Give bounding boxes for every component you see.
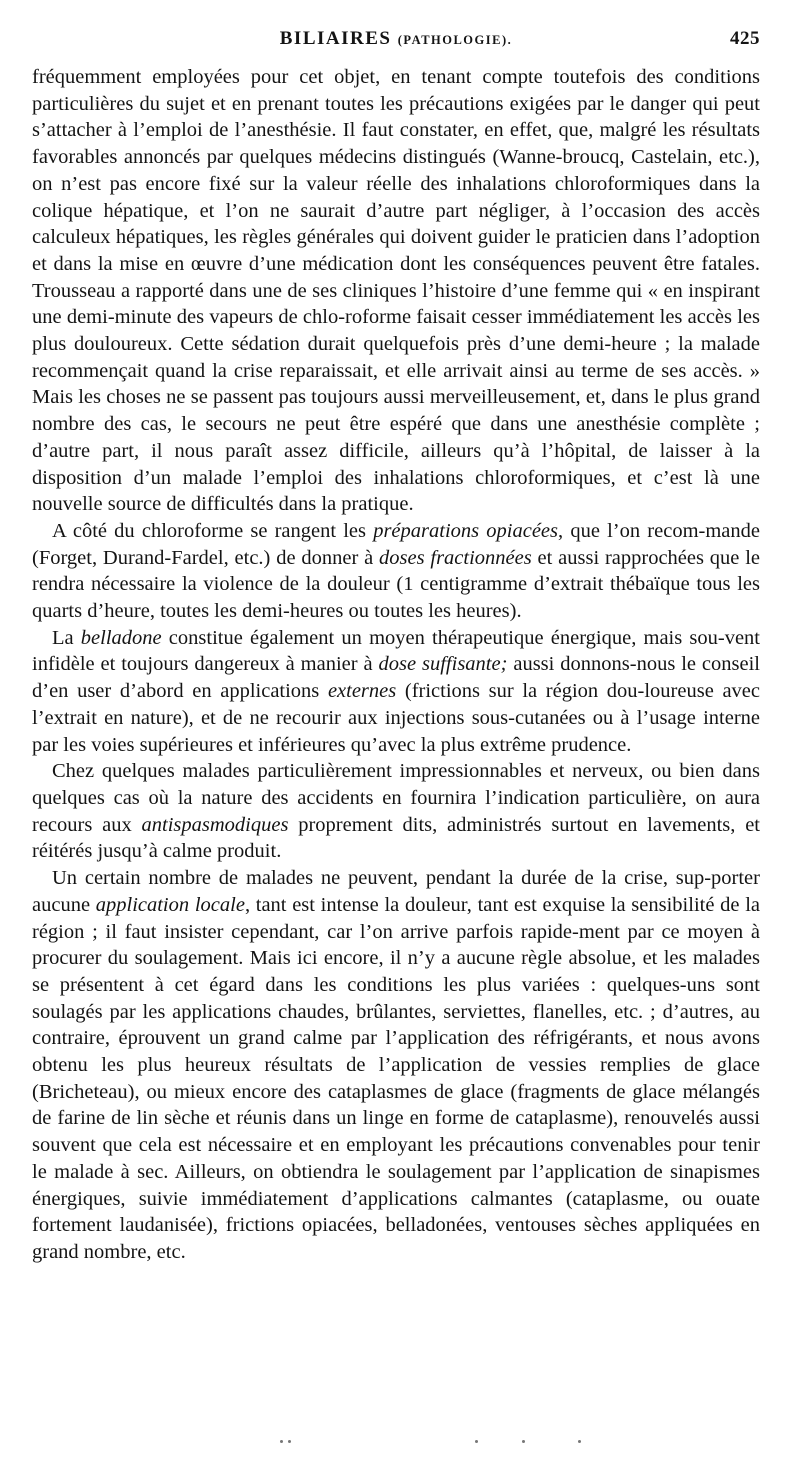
paragraph	[32, 518, 760, 625]
running-title-main: BILIAIRES	[279, 28, 392, 49]
text-run: (frictions sur la région dou-loureuse avec l’extrait en nature), et de ne recourir aux injections sous-cutanées ou à l’usage interne par les voies supérieures et inférieures qu’avec la plus extrême prudence.	[32, 680, 760, 756]
footer-print-marks	[270, 1440, 590, 1450]
print-speck	[280, 1440, 283, 1443]
italic-term: doses fractionnées	[379, 546, 532, 569]
text-run: fréquemment employées pour cet objet, en tenant compte toutefois des conditions particulières du sujet et en prenant toutes les précautions exigées par le danger qui peut s’attacher à l’emploi de l’anesthésie. Il faut constater, en effet, que, malgré les résultats favorables annoncés par quelques médecins distingués (Wanne-broucq, Castelain, etc.), on n’est pas encore fixé sur la valeur réelle des inhalations chloroformiques dans la colique hépatique, et l’on ne saurait d’autre part négliger, à l’occasion des accès calculeux hépatiques, les règles générales qui doivent guider le praticien dans l’adoption et dans la mise en œuvre d’une médication dont les conséquences peuvent être fatales. Trousseau a rapporté dans une de ses cliniques l’histoire d’une femme qui « en inspirant une demi-minute des vapeurs de chlo-roforme faisait cesser immédiatement les accès les plus douloureux. Cette sédation durait quelquefois près d’une demi-heure ; la malade recommençait quand la crise reparaissait, et elle arrivait ainsi au terme de ses accès. » Mais les choses ne se passent pas toujours aussi merveilleusement, et, dans le plus grand nombre des cas, le secours ne peut être espéré que dans une anesthésie complète ; d’autre part, il nous paraît assez difficile, ailleurs qu’à l’hôpital, de laisser à la disposition d’un malade l’emploi des inhalations chloroformiques, et c’est là une nouvelle source de difficultés dans la pratique.	[32, 66, 760, 516]
text-run: La	[52, 626, 81, 649]
italic-term: belladone	[80, 626, 162, 649]
text-run: et aussi rapprochées que le rendra nécessaire la violence de la douleur (1 centigramme d’extrait thébaïque tous les quarts d’heure, toutes les demi-heures ou toutes les heures).	[32, 546, 760, 623]
print-speck	[288, 1440, 291, 1443]
text-run: constitue également un moyen thérapeutique énergique, mais sou-vent infidèle et toujours dangereux à manier à	[32, 626, 760, 676]
page-number: 425	[730, 28, 760, 49]
text-run: Chez quelques malades particulièrement impressionnables et nerveux, ou bien dans quelques cas où la nature des accidents en fournira l’indication particulière, on aura recours aux	[32, 760, 760, 836]
italic-term: application locale	[95, 893, 245, 916]
italic-term: antispasmodiques	[141, 813, 289, 836]
running-title-subtitle: (PATHOLOGIE).	[397, 33, 513, 47]
text-run: Un certain nombre de malades ne peuvent, pendant la durée de la crise, sup-porter aucune	[32, 867, 760, 916]
paragraph	[32, 64, 760, 518]
running-header	[32, 28, 760, 58]
print-speck	[578, 1440, 581, 1443]
print-speck	[522, 1440, 525, 1443]
print-speck	[475, 1440, 478, 1443]
italic-term: externes	[327, 680, 397, 703]
paragraph	[32, 758, 760, 865]
running-title	[32, 28, 760, 50]
text-run: aussi donnons-nous le conseil d’en user d’abord en applications	[32, 653, 760, 703]
italic-term: préparations opiacées	[373, 519, 559, 542]
text-run: A côté du chloroforme se rangent les	[52, 519, 374, 542]
text-run: proprement dits, administrés surtout en lavements, et réitérés jusqu’à calme produit.	[32, 813, 760, 863]
italic-term: dose suffisante;	[378, 653, 508, 676]
text-run: , que l’on recom-mande (Forget, Durand-Fardel, etc.) de donner à	[32, 519, 760, 569]
text-run: , tant est intense la douleur, tant est exquise la sensibilité de la région ; il faut insister cependant, car l’on arrive parfois rapide-ment par ce moyen à procurer du soulagement. Mais ici encore, il n’y a aucune règle absolue, et les malades se présentent à cet égard dans les conditions les plus variées : quelques-uns sont soulagés par les applications chaudes, brûlantes, serviettes, flanelles, etc. ; d’autres, au contraire, éprouvent un grand calme par l’application des réfrigérants, et nous avons obtenu les plus heureux résultats de l’application de vessies remplies de glace (Bricheteau), ou mieux encore des cataplasmes de glace (fragments de glace mélangés de farine de lin sèche et réunis dans un linge en forme de cataplasme), renouvelés aussi souvent que cela est nécessaire et en employant les précautions convenables pour tenir le malade à sec. Ailleurs, on obtiendra le soulagement par l’application de sinapismes énergiques, suivie immédiatement d’applications calmantes (cataplasme, ou ouate fortement laudanisée), frictions opiacées, belladonées, ventouses sèches appliquées en grand nombre, etc.	[32, 893, 760, 1263]
paragraph	[32, 865, 760, 1266]
paragraph	[32, 625, 760, 759]
body-text	[32, 64, 760, 1266]
